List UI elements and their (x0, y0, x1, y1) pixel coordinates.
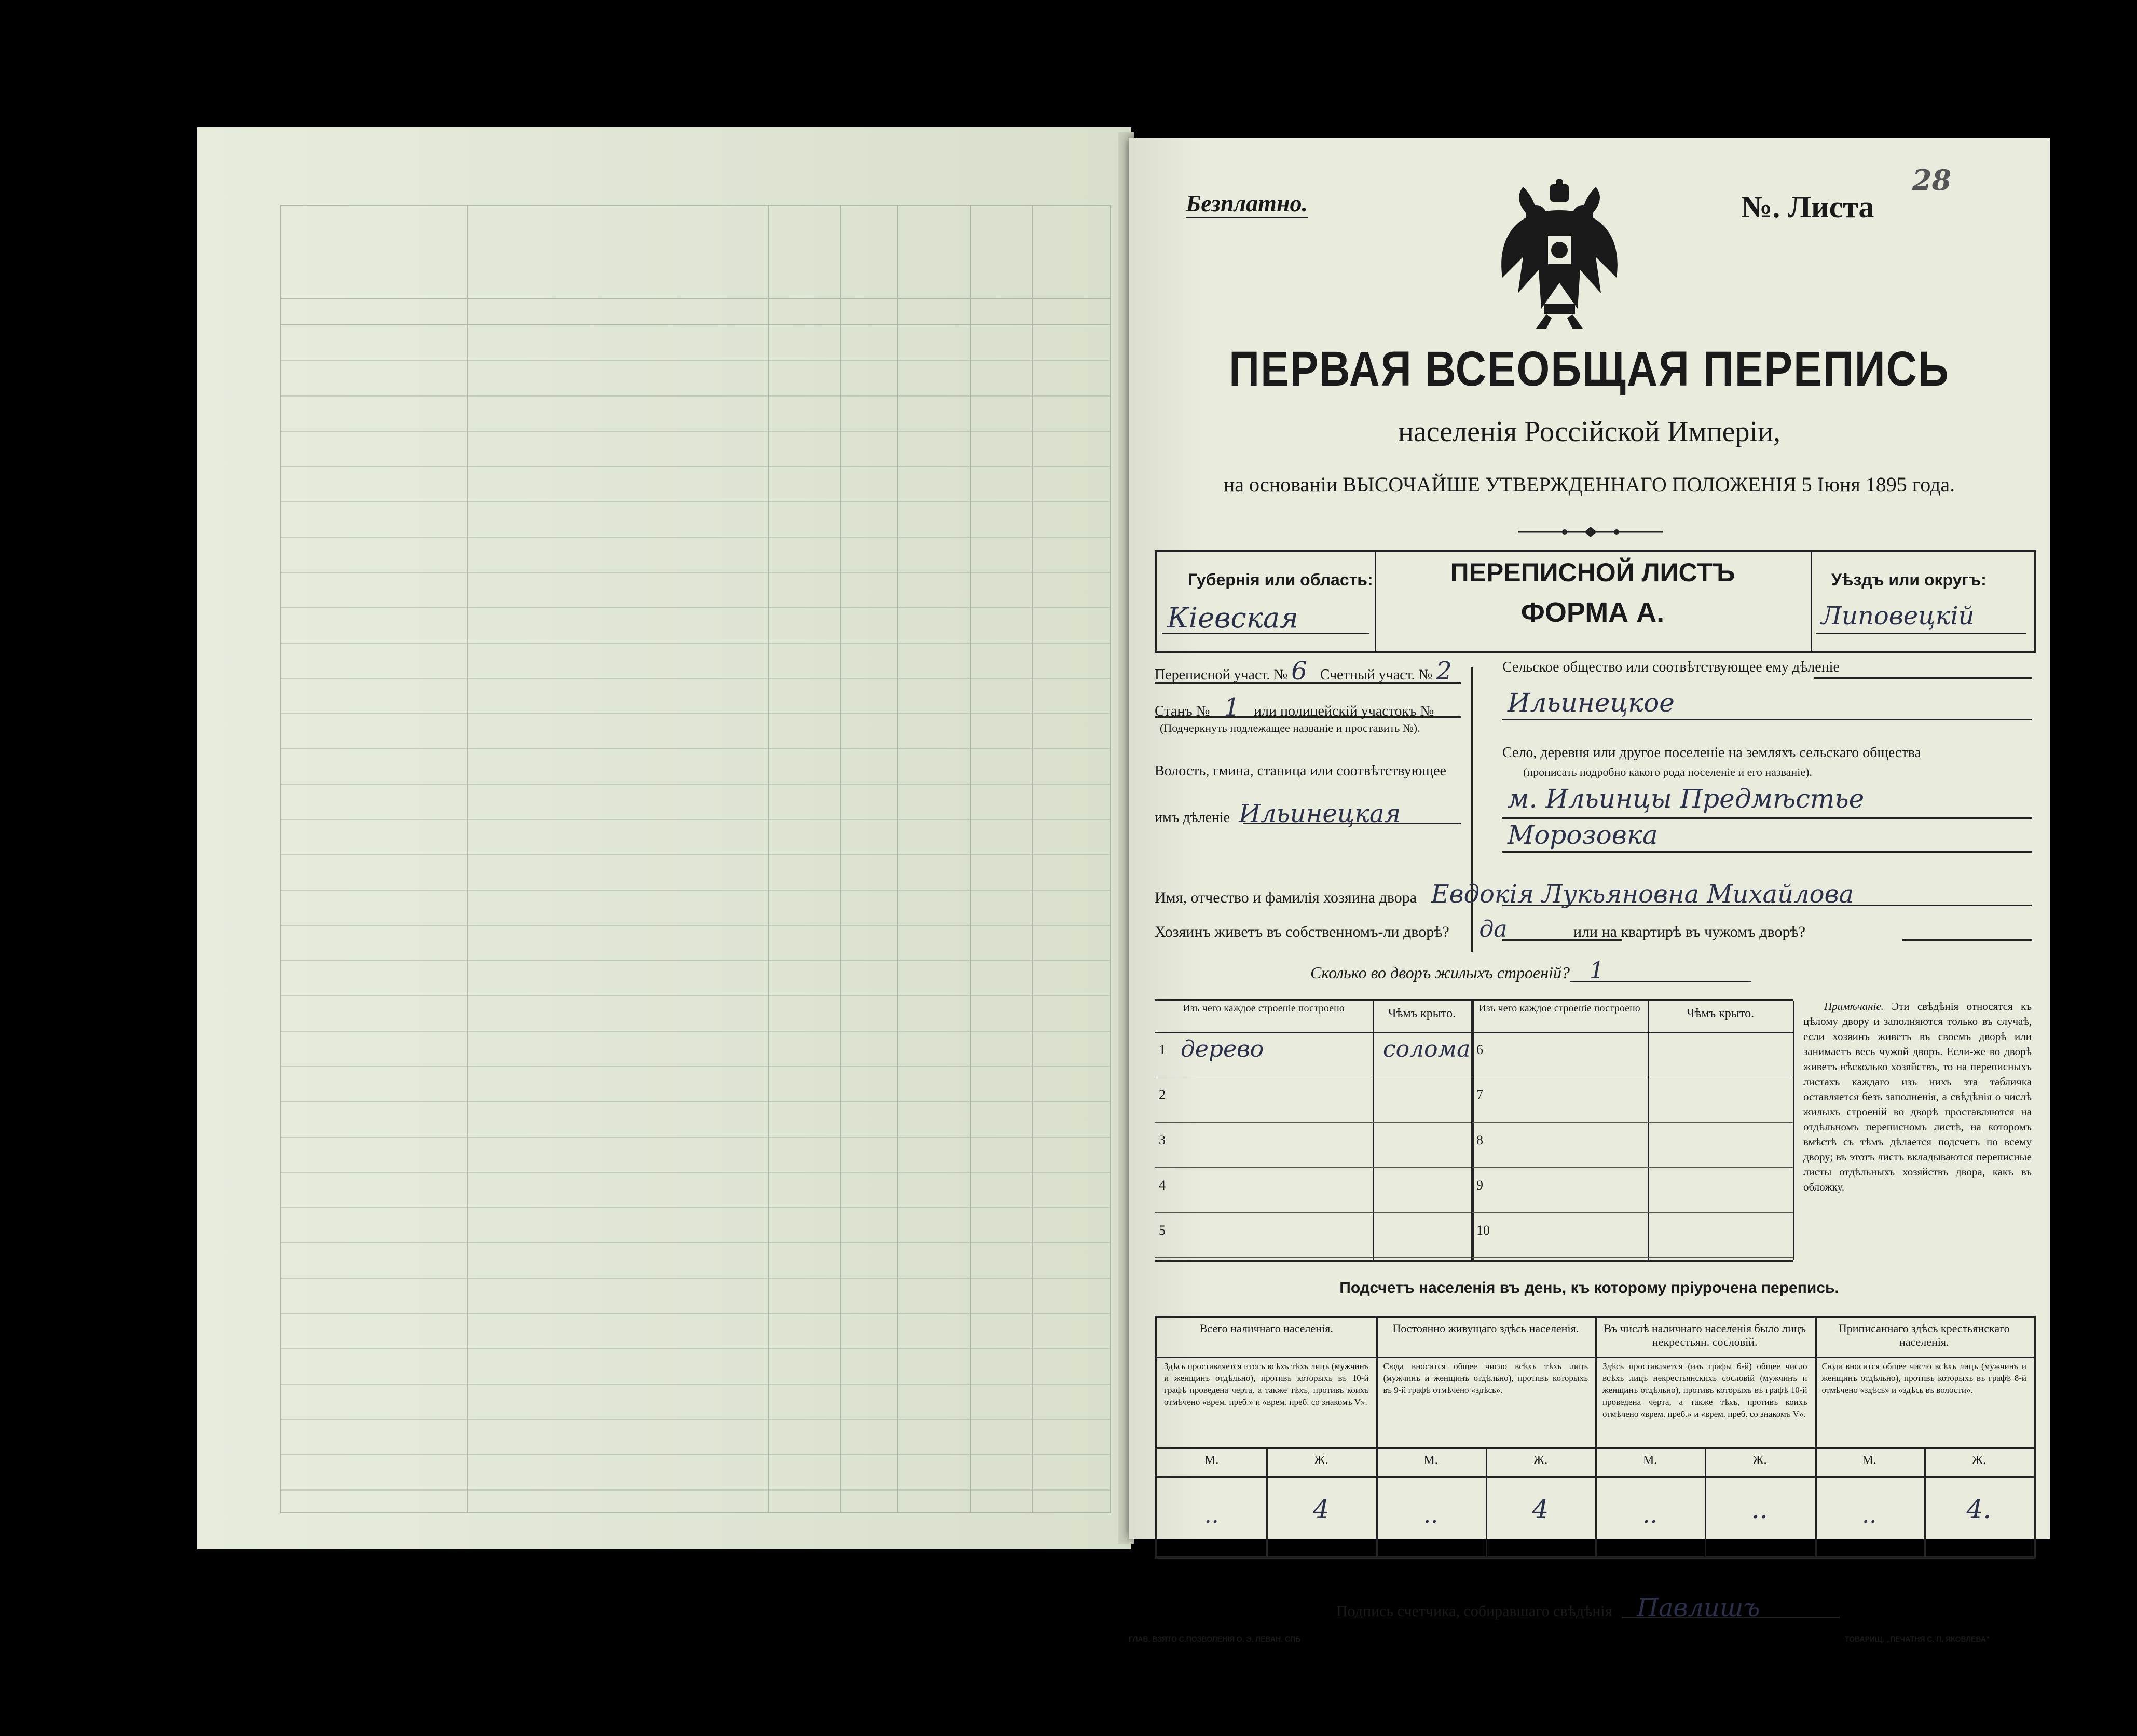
left-page-ruled-grid (280, 205, 1111, 1513)
form-title-line-2: ФОРМА А. (1520, 597, 1665, 628)
buildings-row (1155, 1077, 1471, 1123)
count-column-desc: Сюда вносится общее число всѣхъ тѣхъ лицъ (мужчинъ и женщинъ отдѣльно), противъ которыхъ въ 9-й графѣ отмѣчено «здѣсь». (1383, 1361, 1588, 1395)
census-section-value: 6 (1291, 657, 1307, 686)
count-column-title: Въ числѣ наличнаго населенія было лицъ некрестьян. сословій. (1604, 1322, 1806, 1348)
note-text: Эти свѣдѣнія относятся къ цѣлому двору и заполняются только въ случаѣ, если хозяинъ живетъ въ своемъ дворѣ или занимаетъ весь чужой дворъ. Если-же во дворѣ живетъ нѣсколько хозяйствъ, то на переписныхъ листахъ каждаго изъ нихъ эта табличка оставляется безъ заполненія, а свѣдѣнія о числѣ жилыхъ строеній во дворѣ проставляются на отдѣльномъ переписномъ листѣ, на которомъ вмѣстѣ съ тѣмъ дѣлается подсчетъ по всему двору; въ этотъ листъ вкладываются переписные листы отдѣльныхъ хозяйствъ двора, какъ въ обложку. (1803, 1000, 2032, 1193)
count-section-value: 2 (1436, 657, 1452, 686)
signature-field: Подпись счетчика, собиравшаго свѣдѣнія Павлишъ (1336, 1593, 1760, 1622)
note-title: Примѣчаніе. (1824, 1000, 1884, 1013)
count-female-label: Ж. (1752, 1454, 1767, 1467)
owner-field: Имя, отчество и фамилія хозяина двора Евдокія Лукьяновна Михайлова (1155, 880, 1854, 909)
own-yard-field: Хозяинъ живетъ въ собственномъ-ли дворѣ? да или на квартирѣ въ чужомъ дворѣ? (1155, 916, 1806, 942)
buildings-row-number: 6 (1476, 1042, 1483, 1057)
note-block (1803, 999, 2032, 1195)
buildings-row (1155, 1122, 1471, 1168)
count-column-title: Постоянно живущаго здѣсь населенія. (1392, 1322, 1579, 1335)
buildings-row-number: 3 (1159, 1132, 1166, 1147)
count-column-desc: Сюда вносится общее число всѣхъ лицъ (мужчинъ и женщинъ отдѣльно), противъ которыхъ въ графѣ 8-й отмѣчено «здѣсь» и «здѣсь въ волости». (1821, 1361, 2026, 1395)
census-form-page (1129, 138, 2050, 1643)
form-header-box (1155, 550, 2036, 653)
free-label: Безплатно. (1186, 189, 1308, 218)
buildings-row (1472, 1212, 1793, 1258)
count-female-value: 4 (1532, 1494, 1549, 1524)
count-column (1376, 1318, 1596, 1556)
count-male-value: .. (1642, 1502, 1657, 1528)
count-male-value: .. (1423, 1502, 1439, 1528)
stan-value: 1 (1224, 693, 1240, 722)
village-value-2: Морозовка (1508, 820, 1658, 850)
buildings-field: Сколько во дворъ жилыхъ строеній? 1 (1310, 958, 1604, 984)
count-column-title: Всего наличнаго населенія. (1199, 1322, 1333, 1335)
count-male-label: М. (1423, 1454, 1438, 1467)
signature-value: Павлишъ (1637, 1593, 1760, 1622)
count-female-label: Ж. (1533, 1454, 1548, 1467)
own-yard-value: да (1479, 916, 1508, 942)
footer-printer-right: ТОВАРИЩ. „ПЕЧАТНЯ С. П. ЯКОВЛЕВА" (1845, 1635, 1990, 1643)
buildings-row (1472, 1032, 1793, 1077)
imperial-eagle-emblem-icon (1492, 179, 1627, 330)
buildings-row-number: 1 (1159, 1042, 1166, 1057)
buildings-row (1472, 1167, 1793, 1213)
buildings-value: 1 (1589, 958, 1604, 984)
count-column-desc: Здѣсь проставляется итогъ всѣхъ тѣхъ лицъ (мужчинъ и женщинъ отдѣльно), противъ которыхъ въ 10-й графѣ проведена черта, а также тѣхъ, противъ коихъ отмѣчено «врем. преб.» и «врем. преб. со знакомъ V». (1164, 1361, 1369, 1407)
count-male-value: .. (1862, 1502, 1877, 1528)
buildings-col-material-2: Изъ чего каждое строеніе построено (1478, 1003, 1640, 1014)
buildings-row-material: дерево (1181, 1036, 1264, 1062)
footer-printer-left: ГЛАВ. ВЗЯТО С.ПОЗВОЛЕНІЯ О. Э. ЛЕВАН. СПБ (1129, 1635, 1301, 1643)
volost-label-1: Волость, гмина, станица или соотвѣтствующее (1155, 763, 1446, 779)
stan-field: Станъ № 1 или полицейскій участокъ № (1155, 693, 1434, 722)
census-subtitle: населенія Россійской Имперіи, (1398, 416, 1781, 448)
stan-note: (Подчеркнуть подлежащее названіе и проставить №). (1160, 721, 1420, 734)
left-page (197, 127, 1131, 1549)
sheet-number (1741, 163, 1952, 225)
count-column (1815, 1318, 2034, 1556)
rural-society-label: Сельское общество или соотвѣтствующее ему дѣленіе (1502, 659, 1840, 675)
ornament-divider-icon (1513, 524, 1668, 540)
volost-field: имъ дѣленіе Ильинецкая (1155, 799, 1401, 828)
buildings-row-number: 4 (1159, 1178, 1166, 1193)
buildings-row-number: 7 (1476, 1087, 1483, 1102)
population-count-table (1155, 1316, 2036, 1559)
buildings-row-number: 5 (1159, 1223, 1166, 1238)
sheet-number-pencil: 28 (1912, 163, 1952, 197)
count-male-value: .. (1204, 1502, 1219, 1528)
village-label: Село, деревня или другое поселеніе на земляхъ сельскаго общества (1502, 745, 1921, 761)
count-female-label: Ж. (1971, 1454, 1987, 1467)
count-female-value: 4 (1312, 1494, 1330, 1524)
buildings-row-roof: солома (1383, 1036, 1471, 1062)
count-male-label: М. (1204, 1454, 1219, 1467)
village-note: (прописать подробно какого рода поселеніе и его названіе). (1523, 766, 1812, 778)
buildings-col-material-1: Изъ чего каждое строеніе построено (1183, 1003, 1345, 1014)
village-value-1: м. Ильинцы Предмѣстье (1508, 784, 1865, 814)
buildings-row-number: 8 (1476, 1132, 1483, 1147)
buildings-row (1155, 1032, 1471, 1077)
buildings-row-number: 2 (1159, 1087, 1166, 1102)
count-heading: Подсчетъ населенія въ день, къ которому пріурочена перепись. (1339, 1279, 1839, 1296)
province-label: Губернія или область: (1188, 570, 1373, 589)
buildings-row (1155, 1167, 1471, 1213)
count-column-desc: Здѣсь проставляется (изъ графы 6-й) общее число всѣхъ лицъ некрестьянскихъ сословій (мужчинъ и женщинъ отдѣльно), противъ которыхъ въ графѣ 10-й проведена черта, а также тѣхъ, противъ коихъ отмѣчено «врем. преб.» и «врем. преб. со знакомъ V». (1602, 1361, 1807, 1419)
count-column (1595, 1318, 1815, 1556)
buildings-row (1155, 1212, 1471, 1258)
count-column (1157, 1318, 1376, 1556)
rural-society-value: Ильинецкое (1508, 688, 1675, 718)
buildings-row (1472, 1122, 1793, 1168)
census-title: ПЕРВАЯ ВСЕОБЩАЯ ПЕРЕПИСЬ (1229, 342, 1950, 397)
buildings-col-roof-1: Чѣмъ крыто. (1388, 1007, 1456, 1020)
volost-value: Ильинецкая (1239, 799, 1401, 828)
buildings-col-roof-2: Чѣмъ крыто. (1686, 1007, 1755, 1020)
form-title-line-1: ПЕРЕПИСНОЙ ЛИСТЪ (1450, 558, 1735, 587)
sheet-number-label: №. Листа (1741, 190, 1874, 224)
district-label: Уѣздъ или округъ: (1831, 570, 1987, 589)
province-value: Кіевская (1167, 602, 1298, 634)
census-section-field: Переписной участ. № 6 Счетный участ. № 2 (1155, 657, 1452, 686)
district-value: Липовецкій (1821, 602, 1975, 631)
count-female-label: Ж. (1314, 1454, 1328, 1467)
count-female-value: .. (1751, 1494, 1768, 1524)
count-column-title: Приписаннаго здѣсь крестьянскаго населенія. (1838, 1322, 2010, 1348)
buildings-row-number: 9 (1476, 1178, 1483, 1193)
buildings-table (1155, 999, 1793, 1262)
count-male-label: М. (1862, 1454, 1876, 1467)
owner-value: Евдокія Лукьяновна Михайлова (1431, 880, 1854, 909)
count-male-label: М. (1642, 1454, 1657, 1467)
buildings-row (1472, 1077, 1793, 1123)
census-basis: на основаніи ВЫСОЧАЙШЕ УТВЕРЖДЕННАГО ПОЛОЖЕНІЯ 5 Іюня 1895 года. (1223, 473, 1955, 496)
count-female-value: 4. (1966, 1494, 1992, 1524)
buildings-row-number: 10 (1476, 1223, 1490, 1238)
